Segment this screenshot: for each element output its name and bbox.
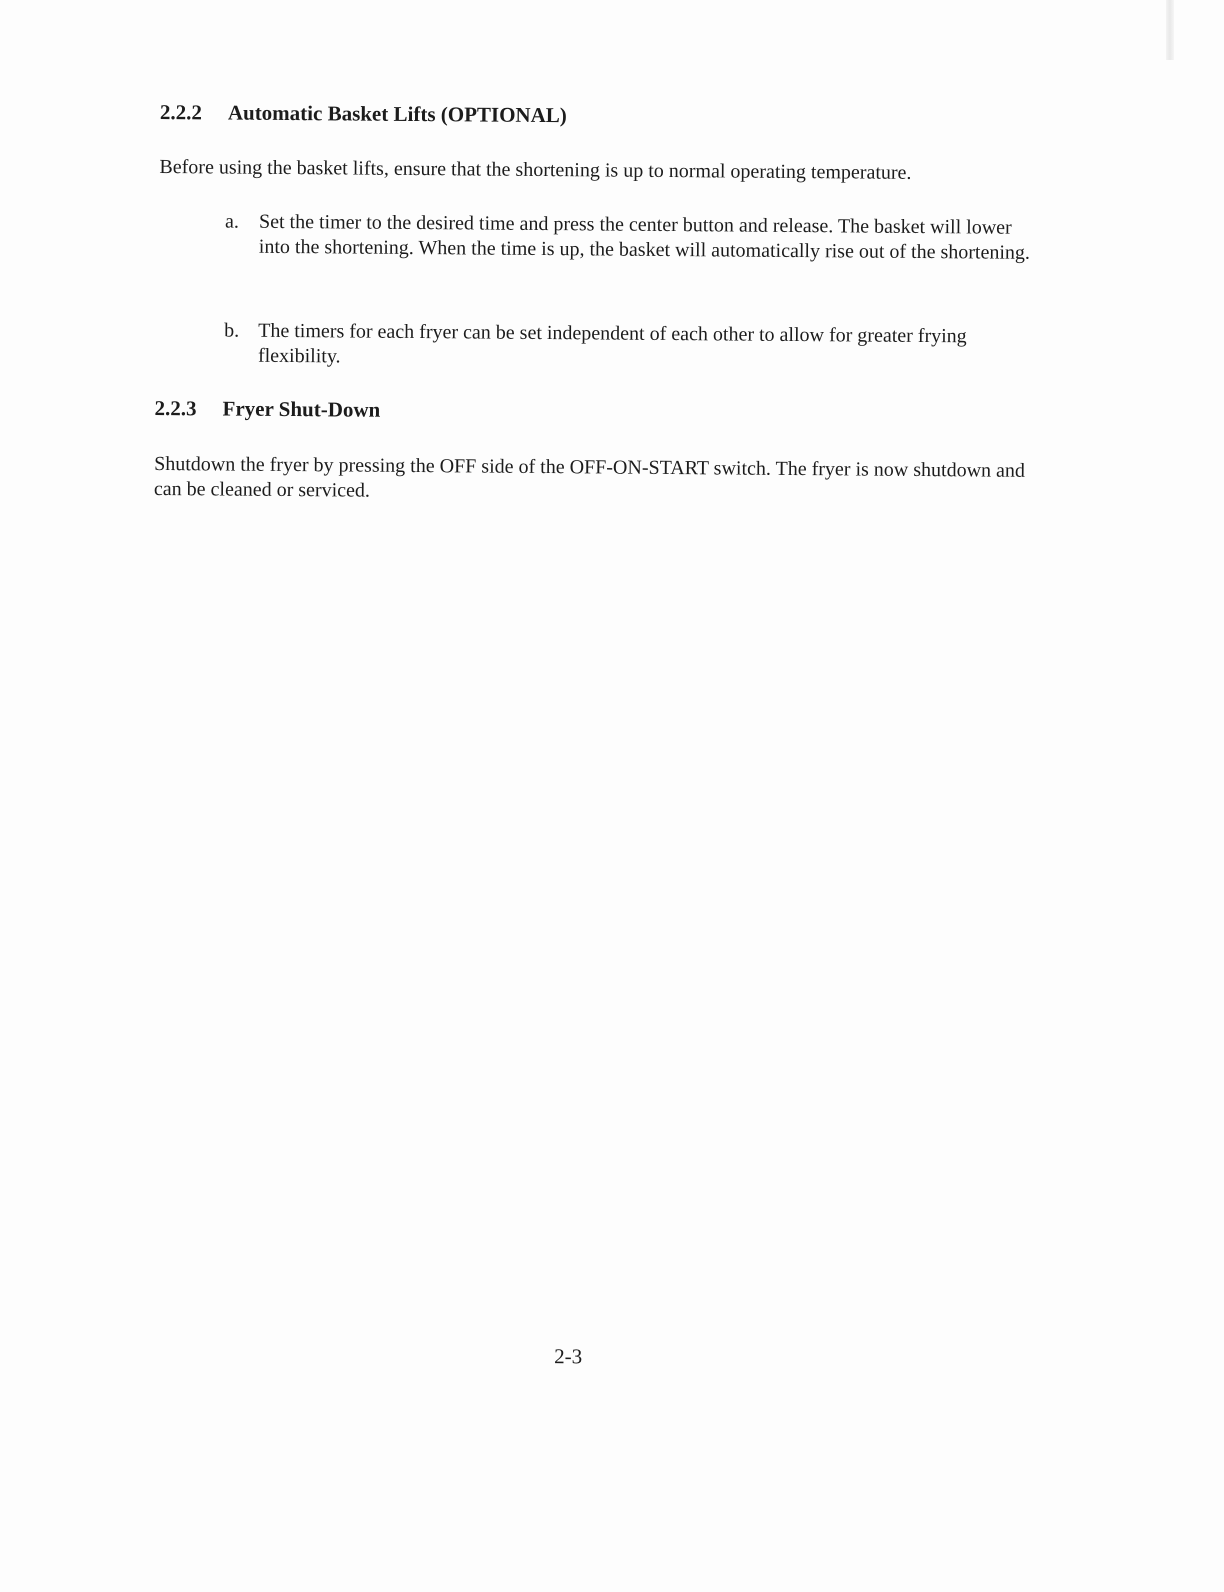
section-heading-2-2-2 bbox=[160, 100, 567, 128]
section-intro-paragraph: Shutdown the fryer by pressing the OFF side of the OFF-ON-START switch. The fryer is now shutdown and can be cleaned or serviced. bbox=[153, 452, 1026, 502]
list-item-text: The timers for each fryer can be set independent of each other to allow for greater frying flexibility. bbox=[257, 319, 967, 368]
section-title: Fryer Shut-Down bbox=[222, 396, 381, 422]
list-item-marker: a. bbox=[224, 210, 240, 233]
section-number: 2.2.2 bbox=[159, 100, 202, 125]
section-intro-paragraph: Before using the basket lifts, ensure that the shortening is up to normal operating temperature. bbox=[159, 155, 912, 184]
list-item-marker: b. bbox=[224, 319, 240, 342]
page-number: 2-3 bbox=[554, 1344, 583, 1369]
section-number: 2.2.3 bbox=[154, 395, 197, 421]
section-title: Automatic Basket Lifts (OPTIONAL) bbox=[227, 100, 567, 128]
section-heading-2-2-3 bbox=[154, 396, 380, 423]
list-item-text: Set the timer to the desired time and press the center button and release. The basket will lower into the shortening. When the time is up, the basket will automatically rise out of the shortening. bbox=[258, 210, 1031, 264]
